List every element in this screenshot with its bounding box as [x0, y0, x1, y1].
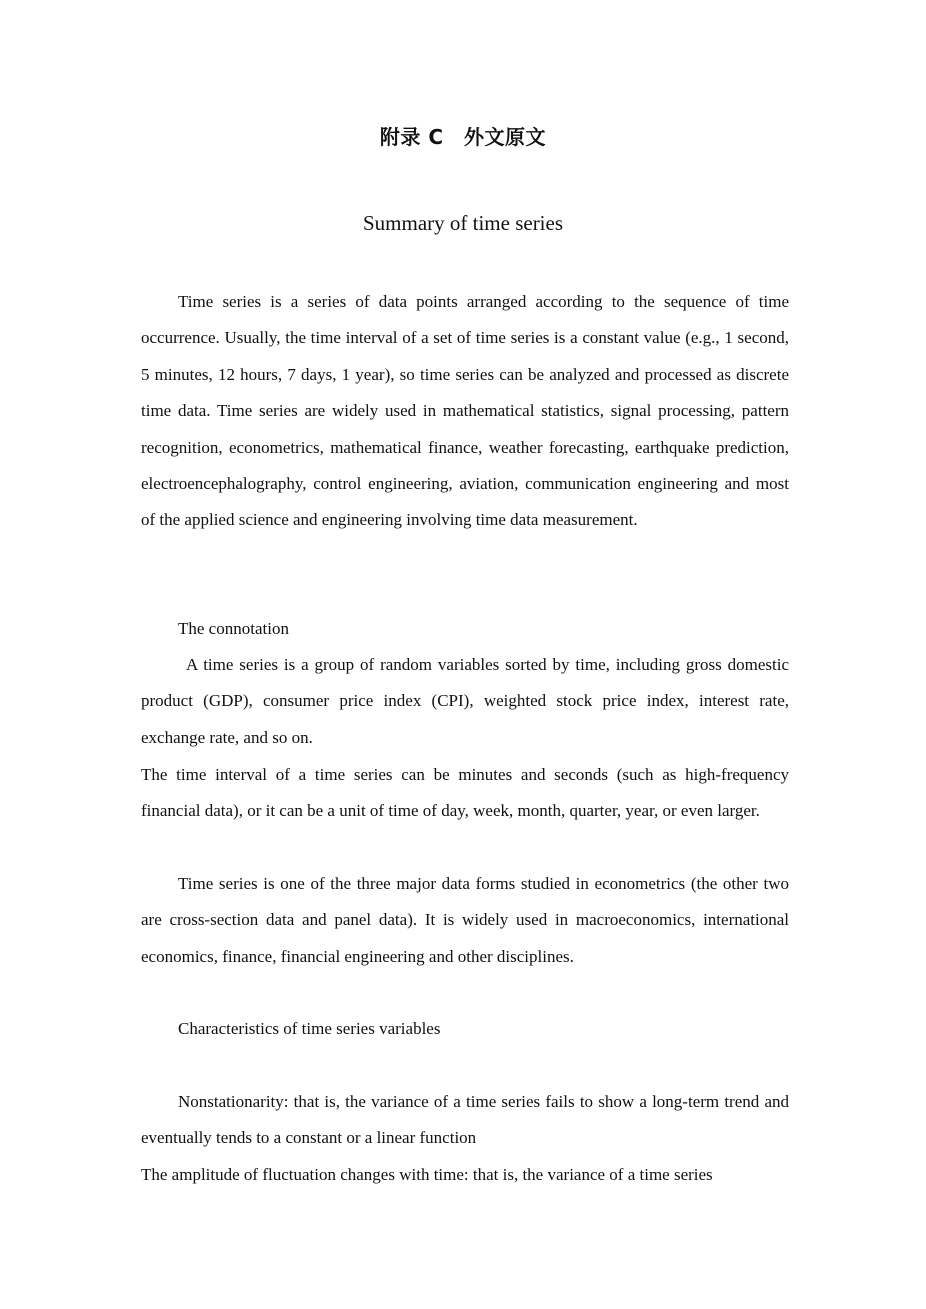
amplitude-paragraph: The amplitude of fluctuation changes with time: that is, the variance of a time series [141, 1165, 713, 1184]
connotation-paragraph-2: The time interval of a time series can be minutes and seconds (such as high-frequency financial data), or it can be a unit of time of day, week, month, quarter, year, or even larger. [141, 765, 789, 821]
nonstationarity-paragraph: Nonstationarity: that is, the variance of a time series fails to show a long-term trend and eventually tends to a constant or a linear function [141, 1092, 789, 1148]
connotation-paragraph-1: A time series is a group of random variables sorted by time, including gross domestic product (GDP), consumer price index (CPI), weighted stock price index, interest rate, exchange rate, and so on. [141, 655, 789, 747]
connotation-heading: The connotation [178, 619, 289, 638]
intro-paragraph: Time series is a series of data points arranged according to the sequence of time occurrence. Usually, the time interval of a set of time series is a constant value (e.g., 1 second, 5 minutes, 12 hours, 7 days, 1 year), so time series can be analyzed and processed as discrete time data. Time series are widely used in mathematical statistics, signal processing, pattern recognition, econometrics, mathematical finance, weather forecasting, earthquake prediction, electroencephalography, control engineering, aviation, communication engineering and most of the applied science and engineering involving time data measurement. [141, 292, 789, 530]
characteristics-heading: Characteristics of time series variables [178, 1019, 441, 1038]
appendix-heading: 附录 C 外文原文 [379, 125, 547, 149]
document-title: Summary of time series [362, 211, 564, 235]
connotation-paragraph-3: Time series is one of the three major data forms studied in econometrics (the other two are cross-section data and panel data). It is widely used in macroeconomics, international economics, finance, financial engineering and other disciplines. [141, 874, 789, 966]
